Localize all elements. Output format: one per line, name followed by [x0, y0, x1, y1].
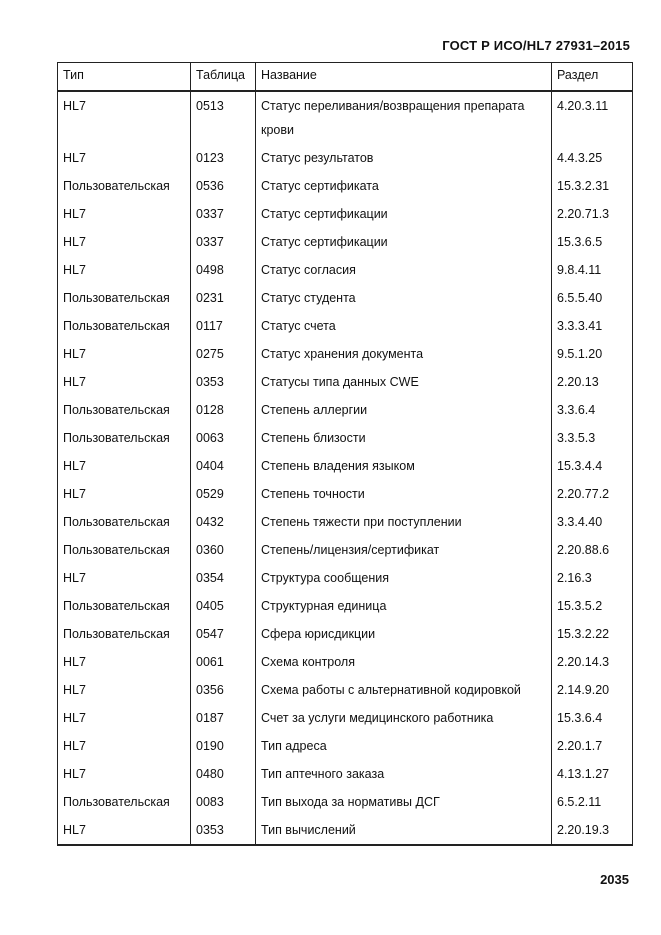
cell-section: 4.20.3.11	[552, 91, 633, 144]
cell-section: 3.3.6.4	[552, 396, 633, 424]
cell-type: Пользовательская	[58, 312, 191, 340]
cell-table-code: 0123	[191, 144, 256, 172]
cell-table-code: 0275	[191, 340, 256, 368]
cell-name: Структурная единица	[256, 592, 552, 620]
cell-section: 2.20.77.2	[552, 480, 633, 508]
cell-type: HL7	[58, 564, 191, 592]
cell-type: HL7	[58, 256, 191, 284]
cell-type: Пользовательская	[58, 172, 191, 200]
table-row	[58, 256, 633, 284]
cell-name: Тип выхода за нормативы ДСГ	[256, 788, 552, 816]
table-row	[58, 368, 633, 396]
cell-type: HL7	[58, 732, 191, 760]
cell-type: Пользовательская	[58, 396, 191, 424]
cell-name: Степень владения языком	[256, 452, 552, 480]
cell-table-code: 0536	[191, 172, 256, 200]
column-header-type: Тип	[58, 63, 191, 92]
cell-section: 3.3.3.41	[552, 312, 633, 340]
cell-table-code: 0063	[191, 424, 256, 452]
cell-name: Структура сообщения	[256, 564, 552, 592]
cell-table-code: 0190	[191, 732, 256, 760]
table-body	[58, 91, 633, 845]
cell-type: HL7	[58, 452, 191, 480]
table-row	[58, 172, 633, 200]
cell-section: 15.3.2.31	[552, 172, 633, 200]
cell-table-code: 0128	[191, 396, 256, 424]
cell-section: 15.3.6.4	[552, 704, 633, 732]
table-row	[58, 228, 633, 256]
table-header-row	[58, 63, 633, 92]
table-row	[58, 340, 633, 368]
cell-section: 2.20.1.7	[552, 732, 633, 760]
cell-table-code: 0187	[191, 704, 256, 732]
cell-section: 3.3.4.40	[552, 508, 633, 536]
table-row	[58, 424, 633, 452]
cell-type: HL7	[58, 760, 191, 788]
cell-section: 9.5.1.20	[552, 340, 633, 368]
cell-name: Тип вычислений	[256, 816, 552, 845]
cell-type: HL7	[58, 648, 191, 676]
cell-table-code: 0432	[191, 508, 256, 536]
cell-section: 4.13.1.27	[552, 760, 633, 788]
cell-type: HL7	[58, 480, 191, 508]
cell-name: Степень точности	[256, 480, 552, 508]
cell-section: 15.3.6.5	[552, 228, 633, 256]
cell-section: 3.3.5.3	[552, 424, 633, 452]
table-row	[58, 676, 633, 704]
cell-section: 9.8.4.11	[552, 256, 633, 284]
cell-name: Статус счета	[256, 312, 552, 340]
cell-section: 15.3.5.2	[552, 592, 633, 620]
cell-table-code: 0353	[191, 816, 256, 845]
column-header-name: Название	[256, 63, 552, 92]
table-row	[58, 564, 633, 592]
table-row	[58, 592, 633, 620]
table-row	[58, 312, 633, 340]
cell-table-code: 0529	[191, 480, 256, 508]
cell-name: Тип аптечного заказа	[256, 760, 552, 788]
cell-type: Пользовательская	[58, 284, 191, 312]
cell-name: Статус сертификата	[256, 172, 552, 200]
cell-type: HL7	[58, 368, 191, 396]
cell-type: Пользовательская	[58, 508, 191, 536]
table-row	[58, 760, 633, 788]
table-row	[58, 480, 633, 508]
cell-name: Статус результатов	[256, 144, 552, 172]
cell-table-code: 0353	[191, 368, 256, 396]
cell-table-code: 0480	[191, 760, 256, 788]
cell-section: 2.14.9.20	[552, 676, 633, 704]
cell-type: Пользовательская	[58, 592, 191, 620]
document-standard-header: ГОСТ Р ИСО/HL7 27931–2015	[442, 38, 630, 53]
cell-name: Тип адреса	[256, 732, 552, 760]
cell-table-code: 0061	[191, 648, 256, 676]
table-row	[58, 536, 633, 564]
cell-table-code: 0337	[191, 228, 256, 256]
cell-name: Схема контроля	[256, 648, 552, 676]
cell-table-code: 0498	[191, 256, 256, 284]
table-row	[58, 284, 633, 312]
cell-table-code: 0356	[191, 676, 256, 704]
table-row	[58, 452, 633, 480]
cell-section: 2.20.19.3	[552, 816, 633, 845]
cell-type: HL7	[58, 228, 191, 256]
cell-section: 6.5.5.40	[552, 284, 633, 312]
cell-section: 2.16.3	[552, 564, 633, 592]
cell-section: 2.20.14.3	[552, 648, 633, 676]
cell-name: Статус сертификации	[256, 200, 552, 228]
tables-index-table	[57, 62, 633, 846]
cell-type: HL7	[58, 816, 191, 845]
table-row	[58, 732, 633, 760]
cell-type: Пользовательская	[58, 424, 191, 452]
column-header-section: Раздел	[552, 63, 633, 92]
cell-table-code: 0404	[191, 452, 256, 480]
cell-table-code: 0405	[191, 592, 256, 620]
cell-name: Сфера юрисдикции	[256, 620, 552, 648]
cell-section: 15.3.4.4	[552, 452, 633, 480]
table-row	[58, 816, 633, 845]
cell-name: Счет за услуги медицинского работника	[256, 704, 552, 732]
table-row	[58, 704, 633, 732]
cell-section: 15.3.2.22	[552, 620, 633, 648]
table-row	[58, 788, 633, 816]
cell-type: HL7	[58, 91, 191, 144]
cell-section: 2.20.88.6	[552, 536, 633, 564]
cell-name: Степень близости	[256, 424, 552, 452]
table-row	[58, 91, 633, 144]
cell-table-code: 0547	[191, 620, 256, 648]
cell-type: Пользовательская	[58, 536, 191, 564]
cell-name: Статусы типа данных CWE	[256, 368, 552, 396]
cell-name: Схема работы с альтернативной кодировкой	[256, 676, 552, 704]
cell-type: HL7	[58, 200, 191, 228]
cell-section: 6.5.2.11	[552, 788, 633, 816]
cell-table-code: 0354	[191, 564, 256, 592]
cell-type: HL7	[58, 144, 191, 172]
cell-table-code: 0360	[191, 536, 256, 564]
table-row	[58, 508, 633, 536]
cell-name: Статус переливания/возвращения препарата крови	[256, 91, 552, 144]
cell-type: HL7	[58, 676, 191, 704]
cell-type: Пользовательская	[58, 620, 191, 648]
cell-name: Степень аллергии	[256, 396, 552, 424]
cell-name: Степень тяжести при поступлении	[256, 508, 552, 536]
cell-table-code: 0117	[191, 312, 256, 340]
cell-table-code: 0513	[191, 91, 256, 144]
cell-section: 2.20.71.3	[552, 200, 633, 228]
table-row	[58, 620, 633, 648]
cell-table-code: 0083	[191, 788, 256, 816]
cell-type: HL7	[58, 340, 191, 368]
table-row	[58, 396, 633, 424]
table-row	[58, 648, 633, 676]
cell-type: HL7	[58, 704, 191, 732]
cell-name: Статус сертификации	[256, 228, 552, 256]
cell-table-code: 0231	[191, 284, 256, 312]
page-number: 2035	[600, 872, 629, 887]
column-header-table: Таблица	[191, 63, 256, 92]
cell-section: 2.20.13	[552, 368, 633, 396]
cell-type: Пользовательская	[58, 788, 191, 816]
cell-name: Статус студента	[256, 284, 552, 312]
table-row	[58, 144, 633, 172]
cell-section: 4.4.3.25	[552, 144, 633, 172]
cell-name: Статус хранения документа	[256, 340, 552, 368]
cell-table-code: 0337	[191, 200, 256, 228]
cell-name: Степень/лицензия/сертификат	[256, 536, 552, 564]
cell-name: Статус согласия	[256, 256, 552, 284]
table-row	[58, 200, 633, 228]
